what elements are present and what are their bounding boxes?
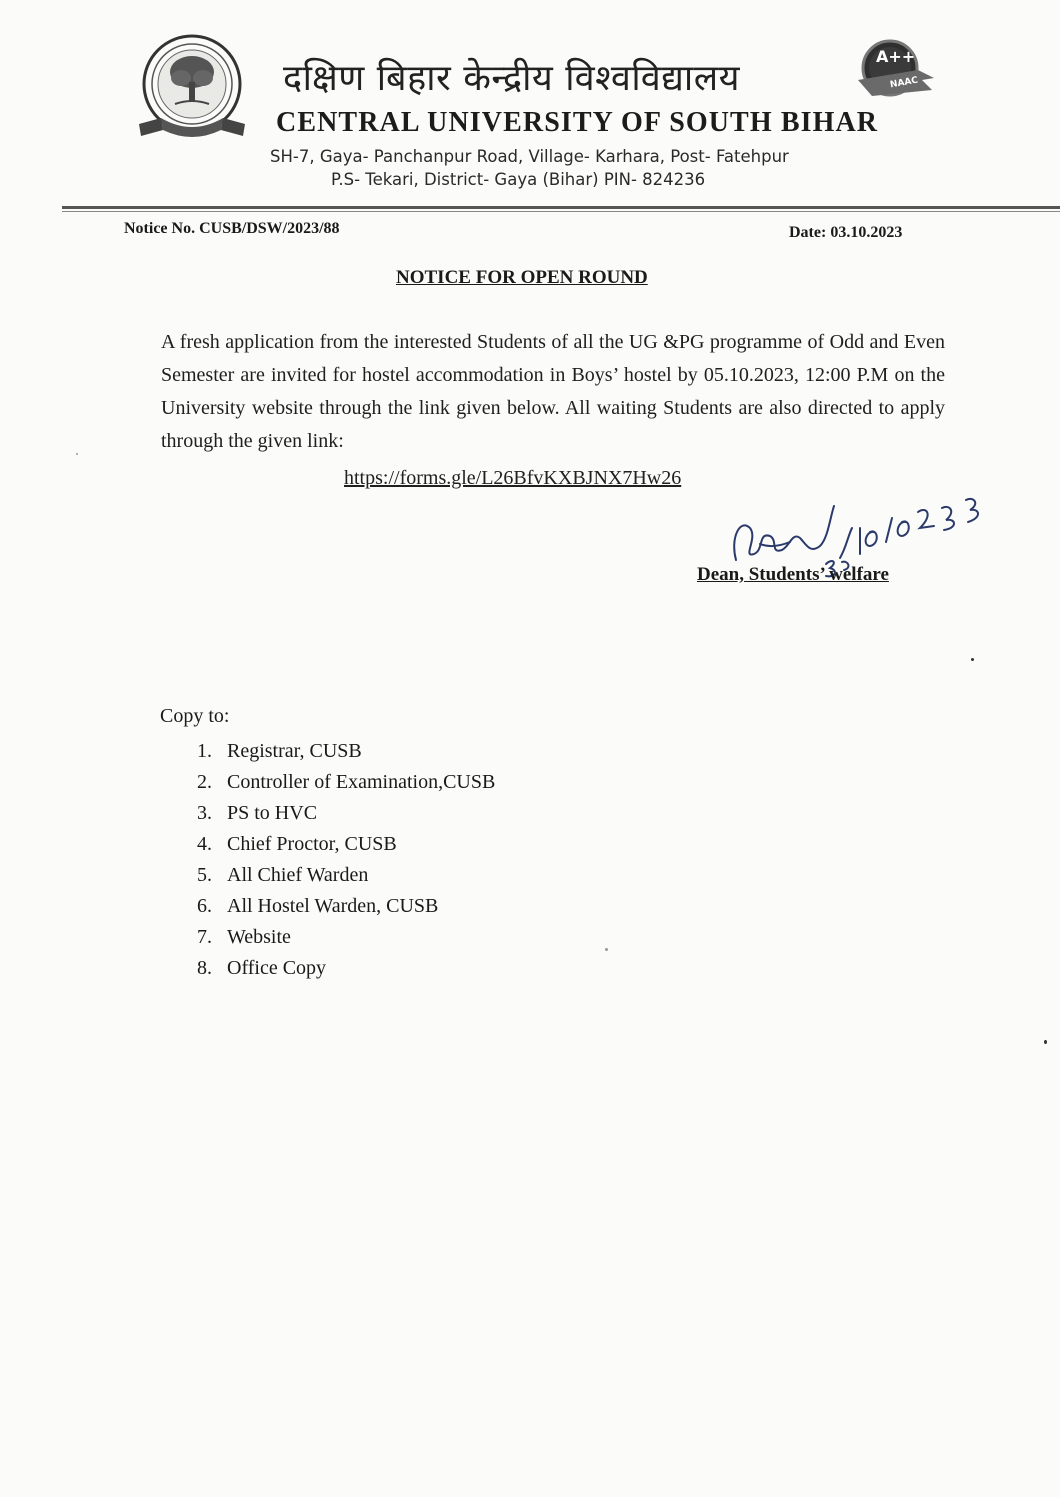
- scan-speck: [1044, 1040, 1047, 1044]
- list-item-text: Chief Proctor, CUSB: [227, 833, 397, 855]
- naac-grade-text: A++: [876, 47, 916, 66]
- list-item-text: All Hostel Warden, CUSB: [227, 895, 439, 917]
- list-item-number: 8.: [197, 957, 212, 979]
- list-item: [197, 829, 495, 860]
- address-line-1: SH-7, Gaya- Panchanpur Road, Village- Karhara, Post- Fatehpur: [270, 147, 789, 166]
- list-item: [197, 922, 495, 953]
- list-item: [197, 860, 495, 891]
- list-item-text: PS to HVC: [227, 802, 318, 824]
- list-item-text: Registrar, CUSB: [227, 740, 362, 762]
- list-item: [197, 736, 495, 767]
- list-item-text: Office Copy: [227, 957, 327, 979]
- list-item: [197, 953, 495, 984]
- university-emblem-logo: [133, 32, 251, 142]
- list-item-number: 7.: [197, 926, 212, 948]
- header-divider-thin: [62, 211, 1060, 212]
- list-item-number: 5.: [197, 864, 212, 886]
- copy-to-label: Copy to:: [160, 705, 230, 727]
- list-item-text: All Chief Warden: [227, 864, 369, 886]
- scan-speck: [605, 948, 608, 951]
- list-item-number: 3.: [197, 802, 212, 824]
- list-item: [197, 891, 495, 922]
- list-item: [197, 767, 495, 798]
- naac-label-text: NAAC: [889, 75, 919, 91]
- naac-badge: [848, 34, 940, 110]
- notice-title: NOTICE FOR OPEN ROUND: [396, 267, 648, 288]
- application-form-link[interactable]: https://forms.gle/L26BfvKXBJNX7Hw26: [344, 467, 682, 489]
- signatory-designation: Dean, Students’ welfare: [697, 564, 889, 585]
- scan-speck: [971, 658, 974, 661]
- list-item-text: Controller of Examination,CUSB: [227, 771, 496, 793]
- list-item-number: 6.: [197, 895, 212, 917]
- address-line-2: P.S- Tekari, District- Gaya (Bihar) PIN- 824236: [331, 170, 706, 189]
- list-item-number: 1.: [197, 740, 212, 762]
- notice-date: Date: 03.10.2023: [789, 224, 903, 241]
- list-item-number: 2.: [197, 771, 212, 793]
- header-divider: [62, 206, 1060, 209]
- list-item: [197, 798, 495, 829]
- naac-badge-icon: [848, 34, 940, 110]
- university-name-english: CENTRAL UNIVERSITY OF SOUTH BIHAR: [276, 107, 879, 138]
- list-item-number: 4.: [197, 833, 212, 855]
- university-name-hindi: दक्षिण बिहार केन्द्रीय विश्वविद्यालय: [283, 58, 741, 99]
- scan-speck: [76, 453, 78, 455]
- list-item-text: Website: [227, 926, 291, 948]
- copy-to-list: [197, 736, 495, 984]
- notice-number: Notice No. CUSB/DSW/2023/88: [124, 220, 340, 237]
- notice-body: A fresh application from the interested Students of all the UG &PG programme of Odd and Even Semester are invited for hostel accommodation in Boys’ hostel by 05.10.2023, 12:00 P.M on the University website through the link given below. All waiting Students are also directed to apply through the given link:: [161, 331, 945, 452]
